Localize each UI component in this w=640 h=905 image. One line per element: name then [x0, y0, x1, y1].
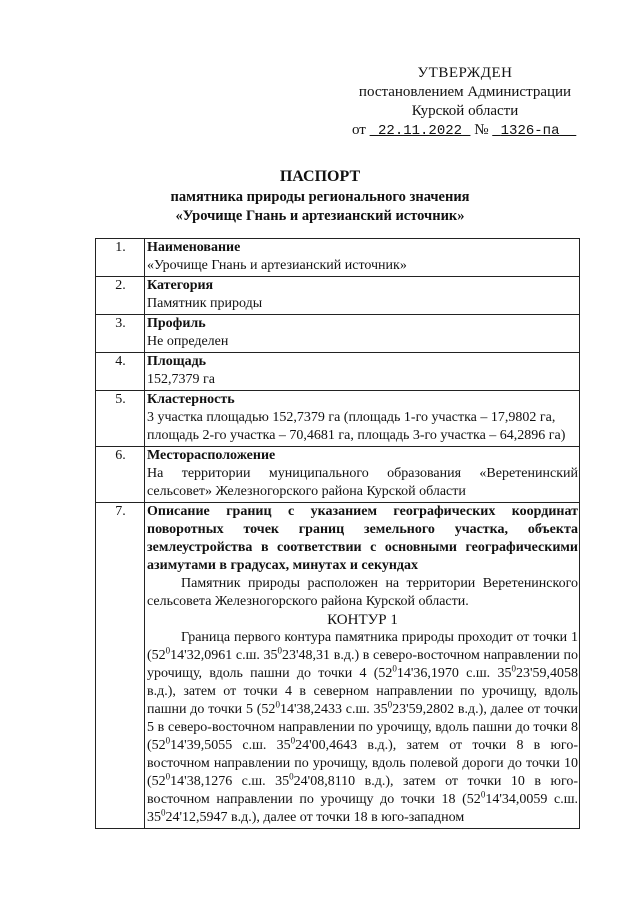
row-content — [145, 447, 580, 503]
row-content — [145, 315, 580, 353]
row-content — [145, 503, 580, 829]
approval-block — [330, 64, 600, 141]
table-row — [96, 315, 580, 353]
row-content — [145, 239, 580, 277]
document-title — [0, 166, 640, 226]
row-number: 6. — [96, 447, 145, 503]
title-line3: «Урочище Гнань и артезианский источник» — [175, 208, 465, 224]
row-text: 3 участка площадью 152,7379 га (площадь 1-го участка – 17,9802 га, площадь 2-го участка – 70,4681 га, площадь 3-го участка – 64,2896 га) — [147, 410, 566, 443]
row-content — [145, 391, 580, 447]
row-text: «Урочище Гнань и артезианский источник» — [147, 258, 407, 273]
table-row — [96, 503, 580, 829]
approval-line2: постановлением Администрации — [358, 84, 572, 100]
approval-date: 22.11.2022 — [378, 123, 463, 139]
passport-table — [95, 238, 580, 829]
row-number: 4. — [96, 353, 145, 391]
table-row — [96, 447, 580, 503]
row-heading: Категория — [147, 278, 214, 293]
row-text: 152,7379 га — [147, 372, 215, 387]
table-row — [96, 239, 580, 277]
approval-title: УТВЕРЖДЕН — [417, 65, 513, 81]
number-sign: № — [474, 122, 489, 138]
table-row — [96, 353, 580, 391]
row-number: 2. — [96, 277, 145, 315]
approval-number: 1326-па — [500, 123, 560, 139]
table-row — [96, 391, 580, 447]
approval-line3: Курской области — [411, 103, 519, 119]
row-heading: Профиль — [147, 316, 206, 331]
row-content — [145, 277, 580, 315]
row-heading: Месторасположение — [147, 448, 276, 463]
row-heading: Площадь — [147, 354, 207, 369]
row-number: 1. — [96, 239, 145, 277]
title-line2: памятника природы регионального значения — [170, 189, 470, 205]
row-number: 3. — [96, 315, 145, 353]
title-line1: ПАСПОРТ — [279, 168, 361, 185]
approval-date-line — [352, 121, 600, 141]
row-heading: Описание границ с указанием географических координат поворотных точек границ земельного участка, объекта землеустройства в соответствии с основными географическими азимутами в градусах, минутах и секундах — [147, 504, 578, 573]
row-number: 5. — [96, 391, 145, 447]
row-text: Памятник природы — [147, 296, 263, 311]
row-number: 7. — [96, 503, 145, 829]
date-prefix: от — [352, 122, 366, 138]
row-heading: Наименование — [147, 240, 241, 255]
boundary-description: Граница первого контура памятника природы проходит от точки 1 ($52^014'32,0961$ с.ш. $35^023'48,31$ в.д.) в северо-восточном направлении по урочищу, вдоль пашни до точки 4 ($52^014'36,1970$ с.ш. $35^023'59,4058$ в.д.), затем от точки 4 в северном направлении по урочищу, вдоль пашни до точки 5 ($52^014'38,2433$ с.ш. $35^023'59,2802$ в.д.), далее от точки 5 в северо-восточном направлении по урочищу, вдоль пашни до точки 8 ($52^014'39,5055$ с.ш. $35^024'00,4643$ в.д.), затем от точки 8 в юго-восточном направлении по урочищу, вдоль полевой дороги до точки 10 ($52^014'38,1276$ с.ш. $35^024'08,8110$ в.д.), затем от точки 10 в юго-восточном направлении по урочищу до точки 18 ($52^014'34,0059$ с.ш. $35^024'12,5947$ в.д.), далее от точки 18 в юго-западном — [147, 630, 578, 825]
table-row — [96, 277, 580, 315]
row-heading: Кластерность — [147, 392, 235, 407]
row-content — [145, 353, 580, 391]
boundary-intro: Памятник природы расположен на территории Веретенинского сельсовета Железногорского района Курской области. — [147, 576, 578, 609]
row-text: На территории муниципального образования «Веретенинский сельсовет» Железногорского района Курской области — [147, 466, 578, 499]
contour-title: КОНТУР 1 — [327, 612, 398, 628]
row-text: Не определен — [147, 334, 229, 349]
